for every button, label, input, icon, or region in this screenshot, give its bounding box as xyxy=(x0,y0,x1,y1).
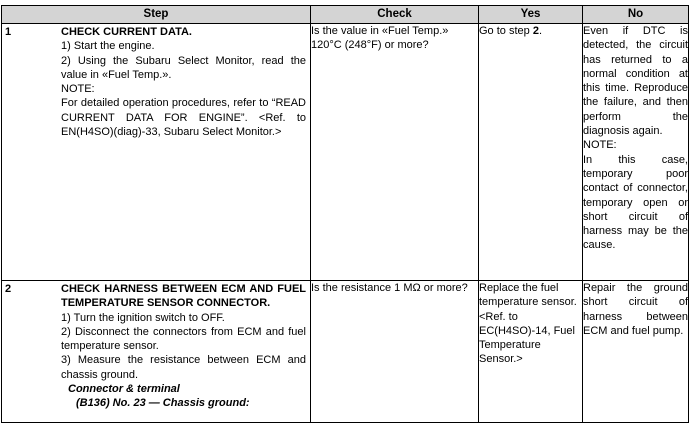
step-instruction: 1) Turn the ignition switch to OFF. xyxy=(61,311,225,324)
table-header-row xyxy=(2,6,689,24)
header-step: Step xyxy=(2,6,311,24)
no-cell xyxy=(583,281,689,423)
step-instruction: 2) Using the Subaru Select Monitor, read the value in «Fuel Temp.». xyxy=(61,54,306,81)
step-body xyxy=(2,24,310,139)
step-instruction: 3) Measure the resistance between ECM and chassis ground. xyxy=(61,354,306,381)
step-instruction: 1) Start the engine. xyxy=(61,40,155,53)
table-row xyxy=(2,281,689,423)
check-cell xyxy=(311,24,479,281)
step-number: 1 xyxy=(5,26,12,38)
yes-cell xyxy=(479,281,583,423)
header-check: Check xyxy=(311,6,479,24)
diagnostic-table xyxy=(1,5,689,423)
header-no: No xyxy=(583,6,689,24)
no-note-label: NOTE: xyxy=(583,139,617,152)
connector-heading: Connector & terminal xyxy=(68,383,180,396)
connector-detail: (B136) No. 23 — Chassis ground: xyxy=(76,397,250,410)
yes-cell xyxy=(479,24,583,281)
step-title: CHECK CURRENT DATA. xyxy=(61,26,192,38)
no-cell xyxy=(583,24,689,281)
step-number: 2 xyxy=(5,283,12,295)
yes-step-reference: 2 xyxy=(532,25,539,37)
step-title: CHECK HARNESS BETWEEN ECM AND FUEL TEMPERATURE SENSOR CONNECTOR. xyxy=(61,283,306,310)
step-body xyxy=(2,281,310,411)
no-action: Repair the ground short circuit of harness between ECM and fuel pump. xyxy=(583,282,688,337)
table-row xyxy=(2,24,689,281)
no-action: Even if DTC is detected, the circuit has returned to a normal condition at this time. Reproduce the failure, and then perform the diagnosis again. xyxy=(583,25,688,138)
yes-action-prefix: Go to step xyxy=(479,25,533,37)
yes-action: Replace the fuel temperature sensor. <Ref. to EC(H4SO)-14, Fuel Temperature Sensor.> xyxy=(479,282,577,366)
step-cell xyxy=(2,281,311,423)
note-text: For detailed operation procedures, refer to “READ CURRENT DATA FOR ENGINE”. <Ref. to EN(H4SO)(diag)-33, Subaru Select Monitor.> xyxy=(61,97,306,139)
check-question: Is the value in «Fuel Temp.» 120°C (248°F) or more? xyxy=(311,25,449,52)
yes-action-suffix: . xyxy=(538,25,542,37)
step-cell xyxy=(2,24,311,281)
step-instruction: 2) Disconnect the connectors from ECM and fuel temperature sensor. xyxy=(61,325,306,353)
no-note-text: In this case, temporary poor contact of connector, temporary open or short circuit of harness may be the cause. xyxy=(583,153,688,252)
note-label: NOTE: xyxy=(61,83,95,96)
check-question: Is the resistance 1 MΩ or more? xyxy=(311,282,468,294)
check-cell xyxy=(311,281,479,423)
header-yes: Yes xyxy=(479,6,583,24)
